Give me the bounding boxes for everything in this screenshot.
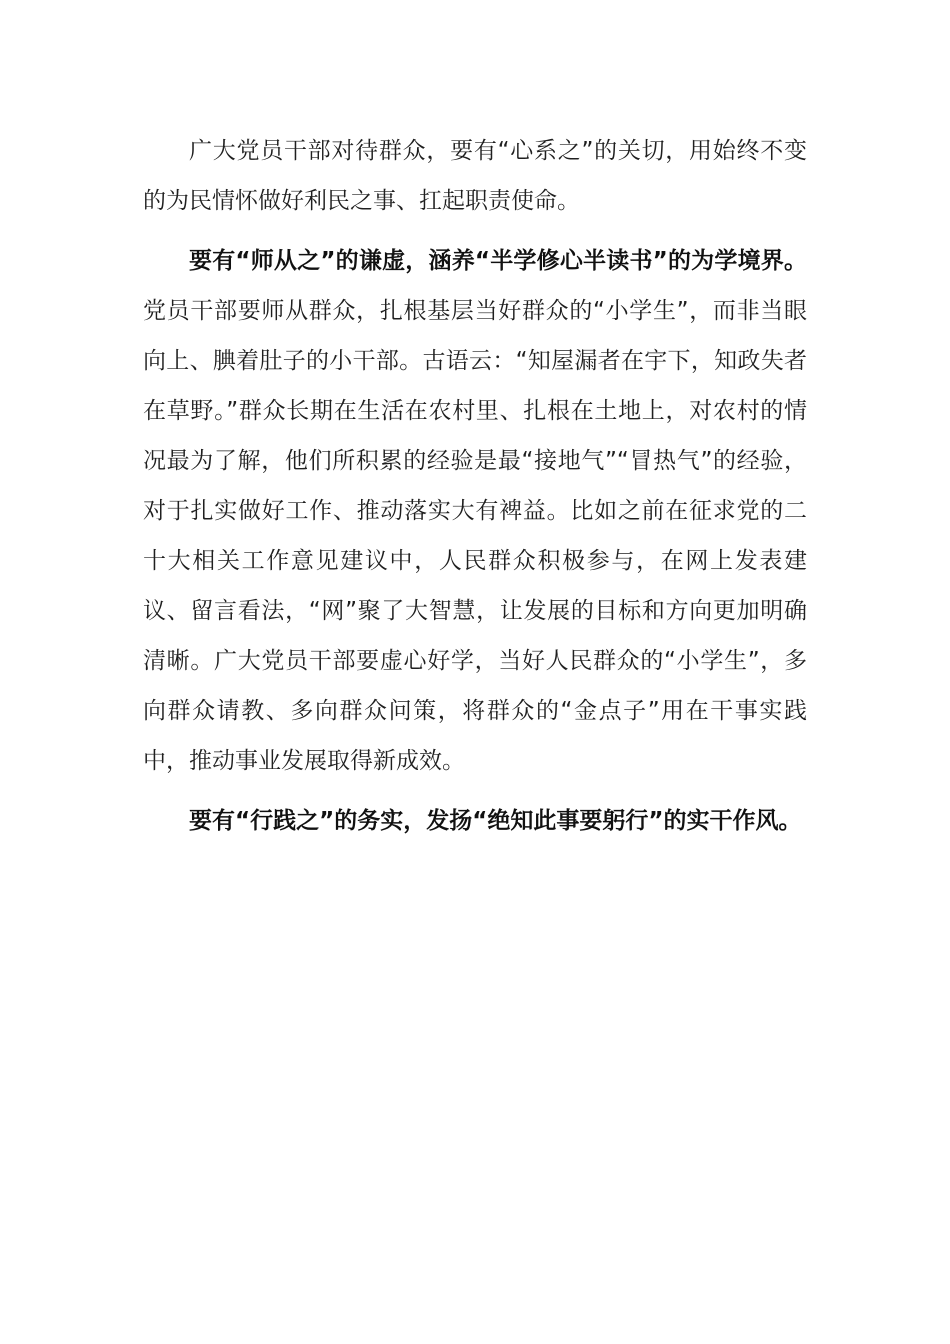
paragraph-3-lead: 要有“行践之”的务实，发扬“绝知此事要躬行”的实干作风。 [189, 808, 802, 834]
paragraph-2-text: 党员干部要师从群众，扎根基层当好群众的“小学生”，而非当眼向上、腆着肚子的小干部。古语云：“知屋漏者在宇下，知政失者在草野。”群众长期在生活在农村里、扎根在土地上，对农村的情况最为了解，他们所积累的经验是最“接地气”“冒热气”的经验，对于扎实做好工作、推动落实大有裨益。比如之前在征求党的二十大相关工作意见建议中，人民群众积极参与，在网上发表建议、留言看法，“网”聚了大智慧，让发展的目标和方向更加明确清晰。广大党员干部要虚心好学，当好人民群众的“小学生”，多向群众请教、多向群众问策，将群众的“金点子”用在干事实践中，推动事业发展取得新成效。 [143, 298, 807, 774]
paragraph-1-text: 广大党员干部对待群众，要有“心系之”的关切，用始终不变的为民情怀做好利民之事、扛起职责使命。 [143, 138, 807, 214]
document-body [143, 126, 807, 846]
paragraph-3 [143, 796, 807, 846]
paragraph-2-lead: 要有“师从之”的谦虚，涵养“半学修心半读书”的为学境界。 [189, 248, 807, 274]
paragraph-1 [143, 126, 807, 226]
paragraph-2 [143, 236, 807, 786]
